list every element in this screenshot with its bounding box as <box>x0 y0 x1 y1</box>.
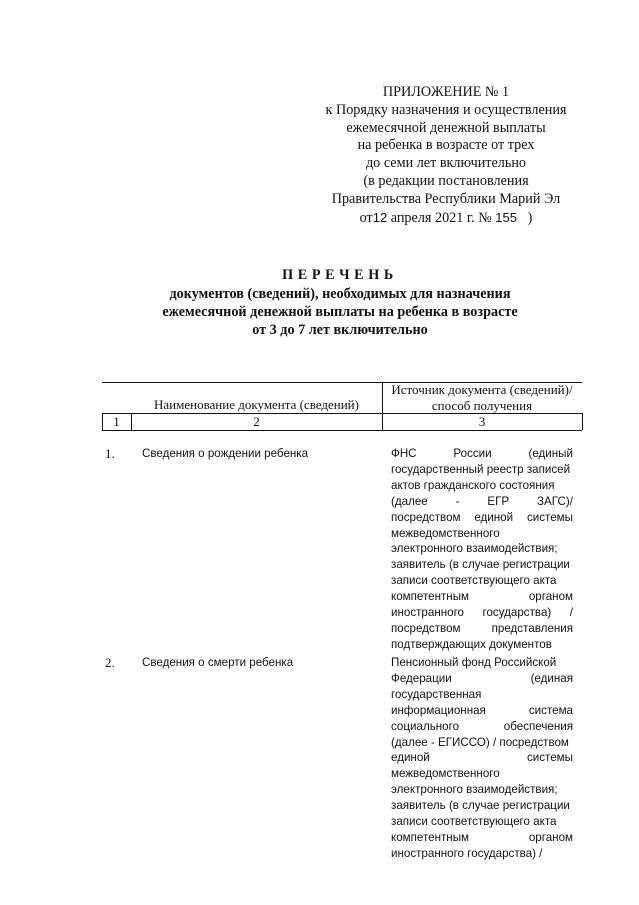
source-line <box>391 589 573 605</box>
source-word: заявитель (в случае регистрации <box>391 558 570 572</box>
source-word: система <box>528 703 573 717</box>
date-prefix: от <box>359 209 373 226</box>
source-word: (далее - ЕГИССО) / посредством <box>391 735 569 749</box>
source-word: Пенсионный фонд Российской <box>391 656 557 669</box>
row-source <box>391 655 573 862</box>
heading-line: документов (сведений), необходимых для назначения <box>169 286 511 302</box>
source-word: подтверждающих документов <box>391 637 552 651</box>
appendix-line: (в редакции постановления <box>363 172 529 189</box>
source-line <box>391 462 573 478</box>
source-line <box>391 446 573 462</box>
appendix-block <box>290 84 602 227</box>
source-word: межведомственного <box>391 526 500 540</box>
source-line <box>391 494 573 510</box>
source-word: органом <box>528 590 573 604</box>
column-header-source-line: Источник документа (сведений)/ <box>391 382 573 397</box>
source-word: (единый <box>528 447 573 460</box>
source-word: ЕГР <box>487 494 510 508</box>
source-word: компетентным <box>391 590 470 604</box>
appendix-line: к Порядку назначения и осуществления <box>325 101 567 118</box>
source-word: единой <box>391 751 430 765</box>
source-line <box>391 798 573 814</box>
source-word: государственная <box>391 687 482 701</box>
source-line <box>391 766 573 782</box>
row-document-name: Сведения о смерти ребенка <box>142 656 294 669</box>
heading-line: от 3 до 7 лет включительно <box>252 322 428 338</box>
column-header-name: Наименование документа (сведений) <box>154 397 359 412</box>
source-line <box>391 719 573 735</box>
source-word: ЗАГС)/ <box>537 494 573 508</box>
source-word: / <box>569 606 573 620</box>
source-word: иностранного <box>391 606 465 620</box>
source-line <box>391 830 573 846</box>
date-text: апреля 2021 г. № <box>390 209 492 226</box>
column-number: 2 <box>253 414 260 429</box>
source-line <box>391 655 573 671</box>
source-word: социального <box>391 719 460 733</box>
source-line <box>391 687 573 703</box>
appendix-line: ежемесячной денежной выплаты <box>346 119 546 136</box>
column-header-source <box>382 382 582 414</box>
column-number: 3 <box>478 414 486 429</box>
row-number: 2. <box>105 655 115 670</box>
source-line <box>391 846 573 862</box>
row-document-name: Сведения о рождении ребенка <box>142 447 309 460</box>
source-word: посредством <box>391 510 461 524</box>
date-day: 12 <box>372 209 388 225</box>
source-line <box>391 621 573 637</box>
source-line <box>391 573 573 589</box>
source-word: представления <box>491 621 573 635</box>
source-word: обеспечения <box>503 719 573 733</box>
source-line <box>391 478 573 494</box>
table-column-divider <box>582 413 583 430</box>
source-line <box>391 637 573 653</box>
source-word: электронного взаимодействия; <box>391 542 558 556</box>
source-word: ФНС <box>391 447 417 460</box>
column-header-source-line: способ получения <box>431 398 533 413</box>
appendix-line: до семи лет включительно <box>365 155 527 172</box>
source-line <box>391 750 573 766</box>
source-word: государственный реестр записей <box>391 462 571 476</box>
source-line <box>391 557 573 573</box>
source-word: записи соответствующего акта <box>391 815 557 829</box>
appendix-date-line <box>290 209 602 228</box>
source-word: записи соответствующего акта <box>391 574 557 588</box>
source-line <box>391 671 573 687</box>
source-word: органом <box>528 830 573 844</box>
appendix-line: Правительства Республики Марий Эл <box>331 190 561 207</box>
source-word: заявитель (в случае регистрации <box>391 799 570 813</box>
source-word: Федерации <box>391 671 452 685</box>
source-word: единой <box>474 510 514 524</box>
row-source <box>391 446 573 653</box>
source-word: системы <box>526 510 573 524</box>
source-word: государства) <box>482 606 552 620</box>
source-line <box>391 605 573 621</box>
source-word: - <box>455 494 460 508</box>
column-number: 1 <box>113 414 120 429</box>
source-word: России <box>453 447 492 460</box>
source-line <box>391 735 573 751</box>
row-number: 1. <box>105 446 115 461</box>
appendix-line: на ребенка в возрасте от трех <box>357 137 535 154</box>
source-line <box>391 541 573 557</box>
source-word: актов гражданского состояния <box>391 478 555 492</box>
source-line <box>391 782 573 798</box>
heading-line: ежемесячной денежной выплаты на ребенка в возрасте <box>162 304 518 320</box>
source-word: (далее <box>391 494 428 508</box>
source-line <box>391 510 573 526</box>
source-word: системы <box>526 751 573 765</box>
source-word: (единая <box>530 671 573 685</box>
source-word: иностранного государства) / <box>391 846 543 860</box>
source-word: межведомственного <box>391 767 500 781</box>
source-line <box>391 814 573 830</box>
document-title: ПЕРЕЧЕНЬ <box>282 267 398 283</box>
source-line <box>391 703 573 719</box>
date-suffix: ) <box>527 209 533 226</box>
date-number: 155 <box>495 209 517 225</box>
source-word: посредством <box>391 621 461 635</box>
source-word: компетентным <box>391 830 470 844</box>
document-heading <box>100 266 580 339</box>
appendix-line: ПРИЛОЖЕНИЕ № 1 <box>382 84 510 100</box>
source-line <box>391 526 573 542</box>
source-word: информационная <box>391 703 486 717</box>
table-number-row-border <box>102 430 582 431</box>
source-word: электронного взаимодействия; <box>391 783 558 797</box>
